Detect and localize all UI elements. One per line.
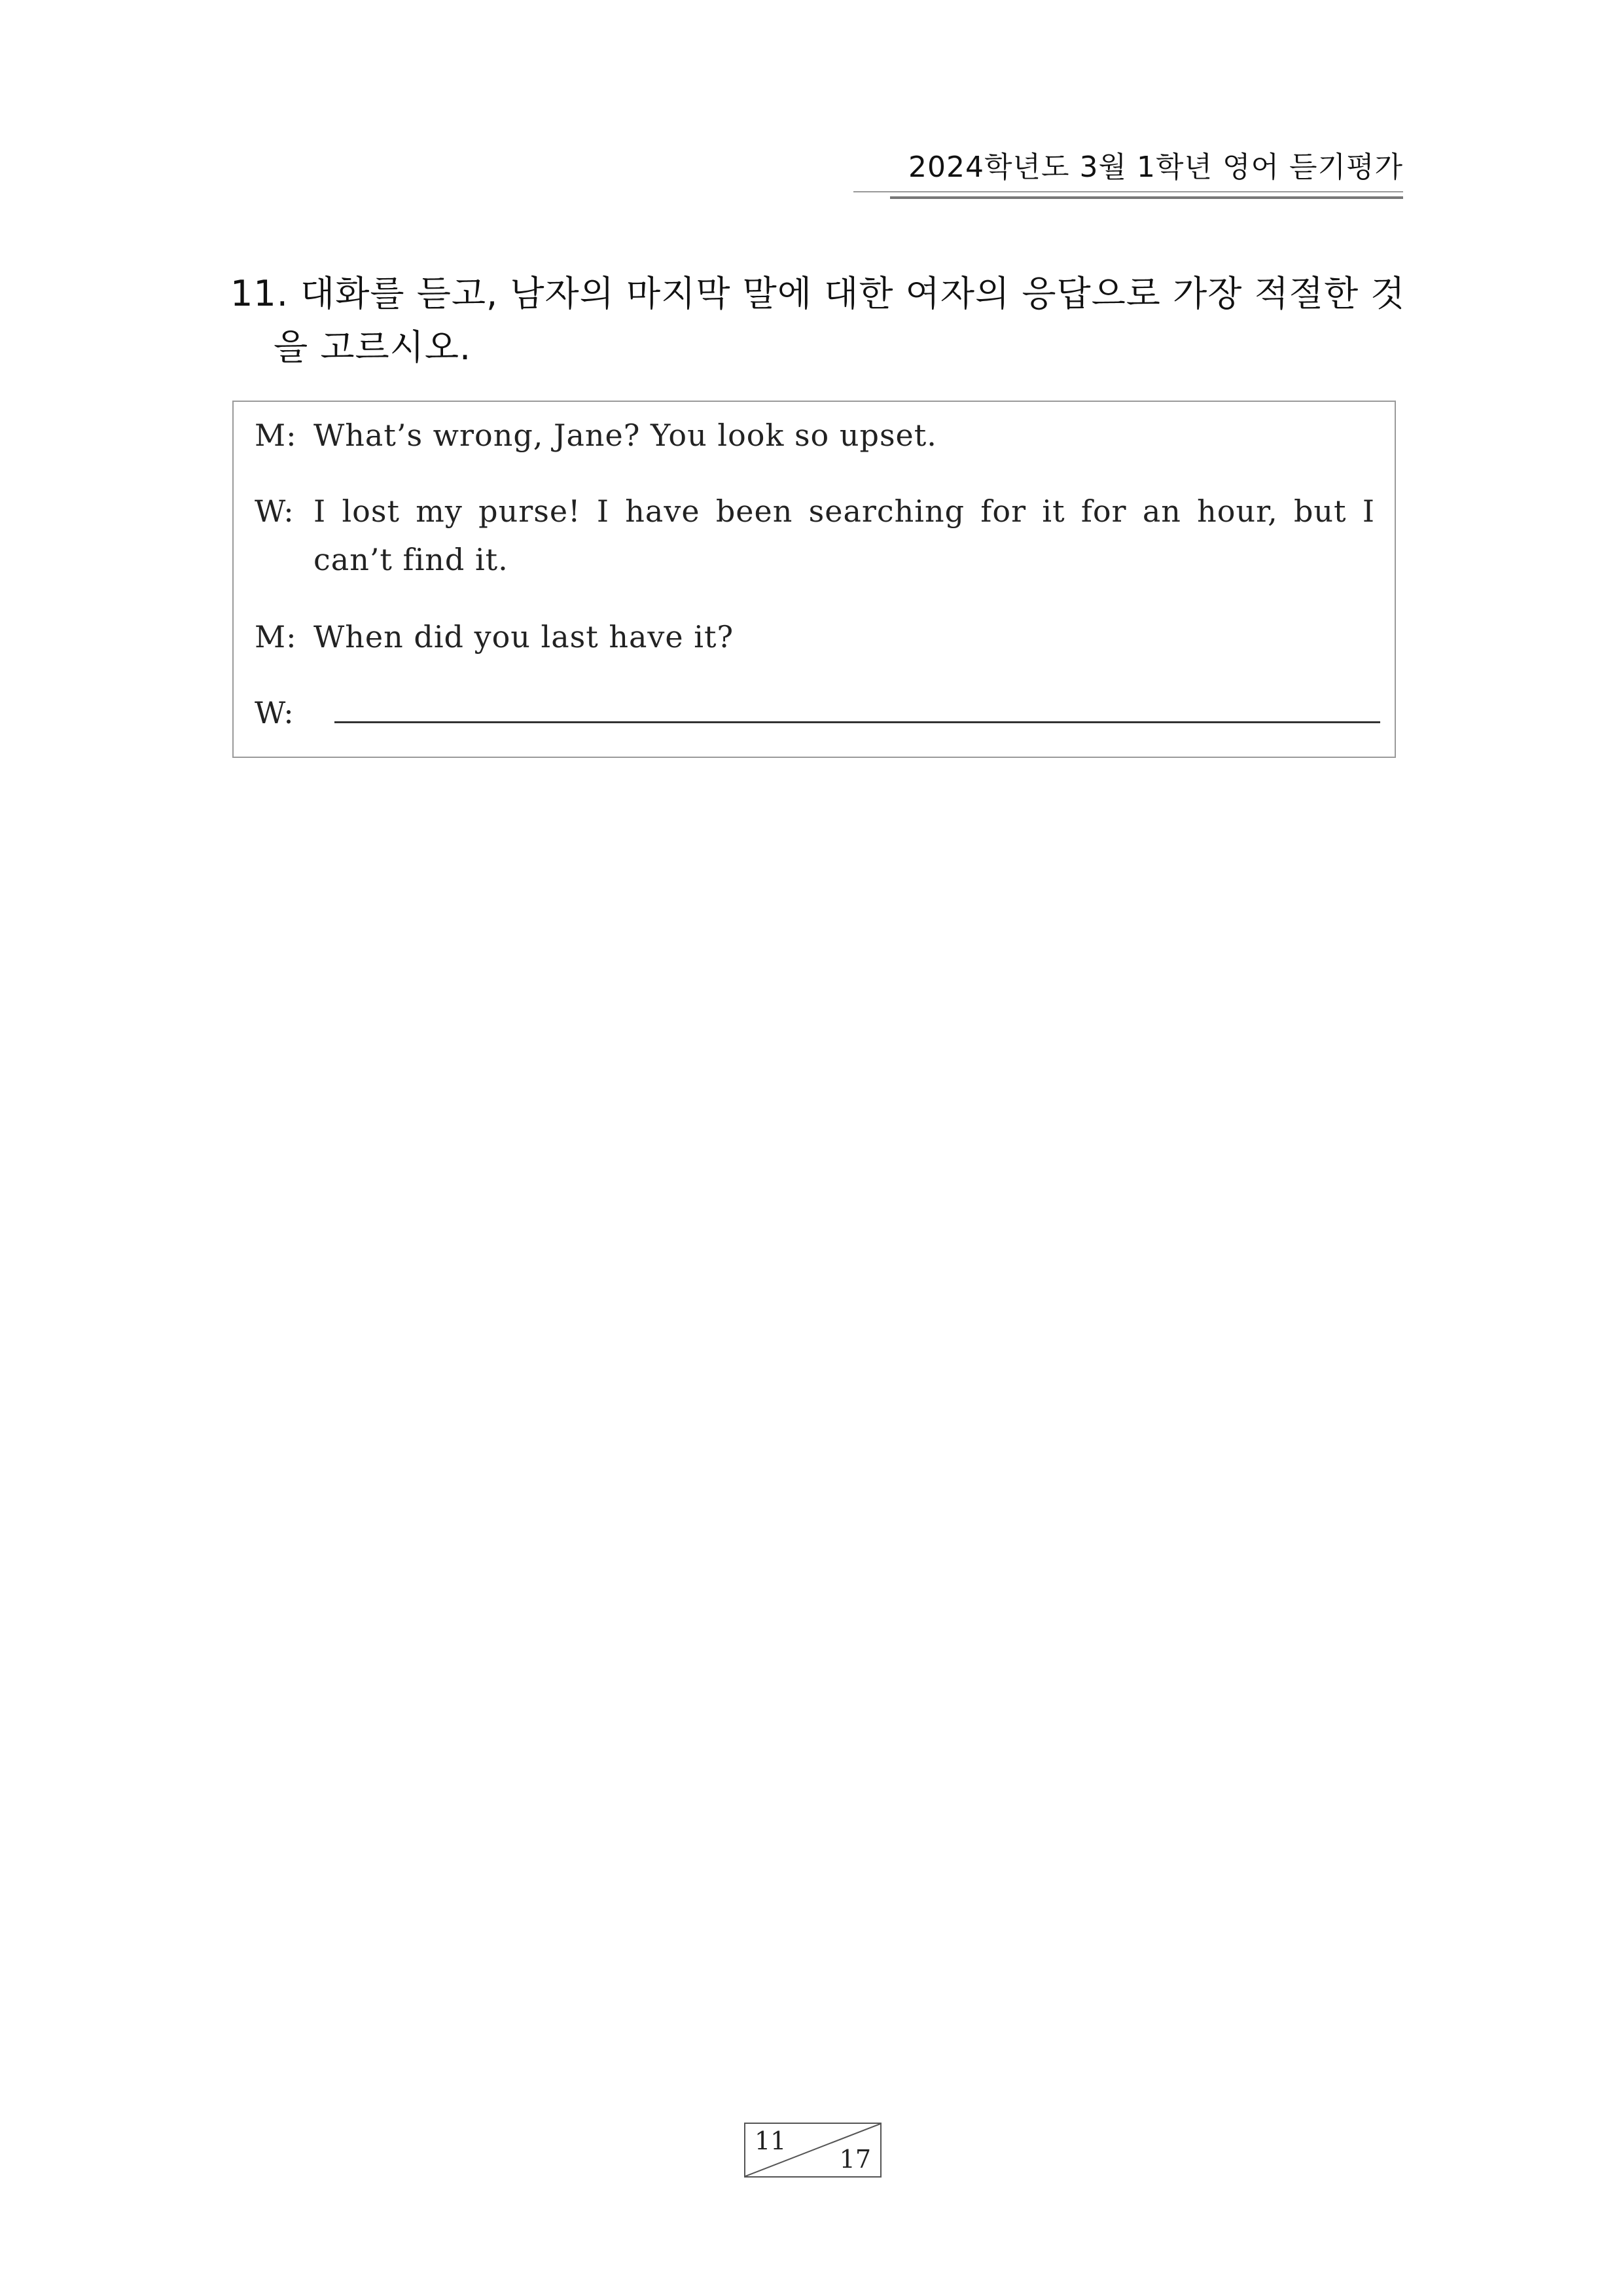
header-rule-thin (853, 191, 1403, 192)
dialogue-line (255, 411, 1375, 459)
dialogue-text: I lost my purse! I have been searching for it for an hour, but I can’t find it. (313, 493, 1375, 577)
answer-blank-line (334, 721, 1380, 723)
header-rule-thick (890, 196, 1403, 199)
question-line-1: 11. 대화를 듣고, 남자의 마지막 말에 대한 여자의 응답으로 가장 적절한 것 (230, 273, 1406, 314)
dialogue-box (232, 401, 1396, 758)
question-line-2: 을 고르시오. (274, 327, 472, 368)
speaker-label: M: (255, 619, 297, 655)
header-title-container (853, 149, 1403, 186)
page-current: 11 (755, 2126, 787, 2155)
page-total: 17 (839, 2145, 871, 2174)
speaker-label: M: (255, 418, 297, 453)
dialogue-line (255, 487, 1375, 584)
header-title: 2024학년도 3월 1학년 영어 듣기평가 (908, 151, 1403, 184)
speaker-label: W: (255, 695, 294, 730)
dialogue-text: What’s wrong, Jane? You look so upset. (313, 418, 937, 453)
page-number-box (744, 2123, 882, 2178)
dialogue-line (255, 613, 1375, 661)
speaker-label: W: (255, 493, 294, 529)
question-prompt (230, 267, 1408, 374)
dialogue-text: When did you last have it? (313, 619, 734, 655)
